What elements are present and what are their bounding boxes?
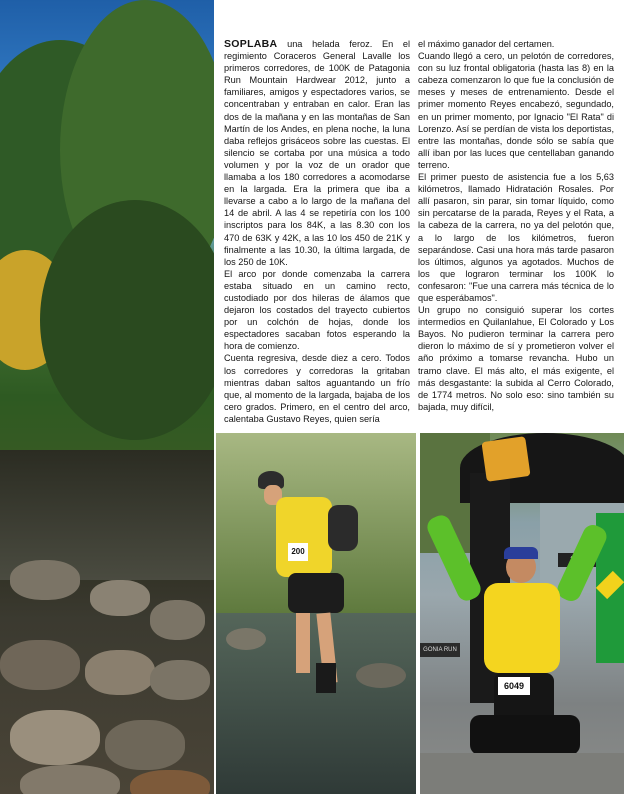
paragraph-2: El arco por donde comenzaba la carrera estaba situado en un camino recto, custodiado por dos hileras de álamos que dejaron los costados del trayecto cubiertos por un colchón de hojas, donde los espectadores sacaban fotos esperando la hora de comienzo. — [224, 268, 410, 352]
paragraph-4: el máximo ganador del certamen. — [418, 39, 555, 49]
paragraph-5: Cuando llegó a cero, un pelotón de corredores, con su luz frontal obligatoria (hasta las 8) en la cabeza comenzaron lo que fue la conclusión de meses y meses de entrenamiento. Desde el primer momento Reyes encabezó, segundado, en un primer momento, por Ignacio "El Rata" di Lorenzo. Así se perdían de vista los deportistas, entre las montañas, donde sólo se sabía que allí iban por las luces que centellaban ganando terreno. — [418, 51, 614, 170]
article-column-2 — [418, 38, 614, 413]
event-sign: GONIA RUN — [420, 643, 460, 657]
lead-word: SOPLABA — [224, 38, 278, 50]
paragraph-6: El primer puesto de asistencia fue a los 5,63 kilómetros, llamado Hidratación Rosales. Por allí pasaron, sin parar, sin tomar líquido, como sin percatarse de la parada, Reyes y el Rata, a la cabeza de la carrera, no ya del pelotón que, a lo largo de los kilómetros, fueron separándose. Casi una hora más tarde pasaron los últimos, algunos ya agotados. Muchos de los que lograron terminar los 100K lo confesaron: "Fue una carrera más técnica de lo que esperábamos". — [418, 172, 614, 303]
race-bib: 200 — [288, 543, 308, 561]
paragraph-1: SOPLABA una helada feroz. En el regimiento Coraceros General Lavalle los primeros corredores, de 100K de Patagonia Run Mountain Hardwear 2012, junto a familiares, amigos y espectadores varios, se concentraban y entraban en calor. Eran las dos de la mañana y en las montañas de San Martín de los Andes, en plena noche, la luna daba reflejos grisáceos sobre las cuestas. El silencio se cortaba por una música a todo volumen y por la voz de un orador que llamaba a los 180 corredores a acomodarse en la largada. Era la primera que iba a llevarse a cabo a lo largo de la mañana del 14 de abril. A las 4 se repetiría con los 100 inscriptos para los 84K, a las 8.30 con los 470 de 63K y 42K, a las 10 los 450 de 21K y finalmente a las 10.30, la última largada, de los 250 de 10K. — [224, 38, 410, 267]
article-column-1 — [224, 38, 410, 425]
paragraph-3: Cuenta regresiva, desde diez a cero. Todos los corredores y corredoras la gritaban mientras daban saltos aguantando un frío que, al momento de la largada, bajaba de los cero grados. Primero, en el centro del arco, calentaba Gustavo Reyes, quien sería — [224, 353, 410, 424]
runner-stream-photo — [216, 433, 416, 794]
race-bib: 6049 — [498, 677, 530, 695]
runner-finish-photo — [420, 433, 624, 794]
paragraph-7: Un grupo no consiguió superar los cortes intermedios en Quilanlahue, El Colorado y Los Bayos. No pudieron terminar la carrera pero dieron lo máximo de sí y prometieron volver el año próximo a tomarse revancha. Hubo un tramo clave. El más alto, el más exigente, el más desgastante: la subida al Cerro Colorado, de 1774 metros. No solo eso: sino también su bajada, muy difícil, — [418, 305, 614, 412]
landscape-photo — [0, 0, 214, 794]
